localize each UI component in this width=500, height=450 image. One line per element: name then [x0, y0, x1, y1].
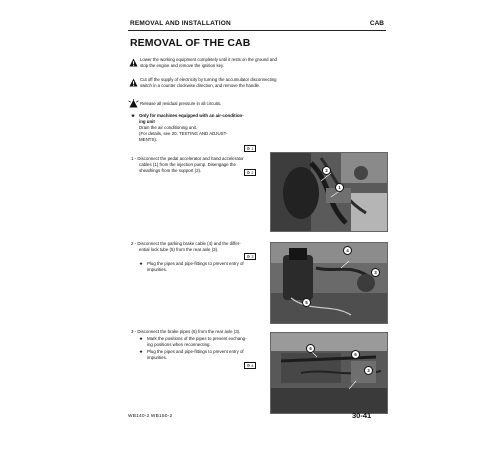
note-star: ★: [131, 113, 135, 118]
callout-3: 3: [364, 366, 373, 375]
step-1-line-3: sheathings from the support (2).: [139, 168, 202, 173]
step-3-star-2: ★: [139, 349, 143, 354]
note-line-1: Only for machines equipped with an air-condition-: [139, 113, 244, 118]
footer-model: WB140-2 WB150-2: [128, 414, 173, 419]
warning-triangle-icon: [129, 58, 138, 67]
step-2-star: ★: [139, 261, 143, 266]
photo-parking-brake: [270, 242, 388, 324]
header-label: CAB: [369, 20, 384, 27]
header-rule: [128, 30, 386, 31]
callout-5: 5: [302, 298, 311, 307]
pressure-release-icon: [128, 99, 139, 108]
callout-6: 6: [351, 350, 360, 359]
step-3-line-1: 3 - Disconnect the brake pipes (6) from the rear axle (3).: [131, 329, 241, 334]
callout-1: 1: [335, 183, 344, 192]
page-title: REMOVAL OF THE CAB: [130, 37, 251, 49]
warning-triangle-icon: [129, 78, 138, 87]
reference-icon: ⚙: [246, 254, 251, 259]
photo-injection-pump: [270, 152, 388, 232]
callout-4: 4: [343, 246, 352, 255]
callout-6: 6: [306, 344, 315, 353]
step-2-bullet-line-2: impurities.: [147, 267, 168, 272]
note-line-4: (For details, see 20. TESTING AND ADJUST-: [139, 131, 228, 136]
reference-icon: ⚙: [246, 363, 251, 368]
callout-2: 2: [322, 166, 331, 175]
step-3-bullet-2-line-2: impurities.: [147, 355, 168, 360]
note-line-5: MENTS).: [139, 137, 158, 142]
reference-icon: ⚙: [246, 170, 251, 175]
step-1-line-1: 1 - Disconnect the pedal accelerator and hand accelerator: [131, 156, 244, 161]
step-3-bullet-1-line-2: ing positions when reconnecting.: [147, 342, 211, 347]
step-3-star-1: ★: [139, 336, 143, 341]
note-line-3: Drain the air conditioning unit.: [139, 125, 198, 130]
reference-box-4: ⚙ 4: [244, 362, 256, 369]
reference-icon: ⚙: [246, 146, 251, 151]
step-2-line-2: ential lock tube (5) from the rear axle (3).: [139, 247, 219, 252]
step-2-bullet-line-1: Plug the pipes and pipe-fittings to prevent entry of: [147, 261, 244, 266]
callout-3: 3: [371, 268, 380, 277]
warning-text-2: Cut off the supply of electricity by turning the accumulator disconnecting switch in a counter clockwise direction, and remove the handle.: [140, 77, 277, 88]
note-line-2: ing unit: [139, 119, 155, 124]
header-section: REMOVAL AND INSTALLATION: [130, 20, 231, 27]
step-1-line-2: cables (1) from the injection pump. Disengage the: [139, 162, 236, 167]
reference-box-3: ⚙ 3: [244, 253, 256, 260]
warning-text-1: Lower the working equipment completely until it rests on the ground and stop the engine and remove the ignition key.: [140, 57, 277, 68]
warning-text-3: Release all residual pressure in all circuits.: [140, 101, 222, 106]
step-3-bullet-2-line-1: Plug the pipes and pipe-fittings to prevent entry of: [147, 349, 244, 354]
page-number: 30-41: [352, 411, 372, 420]
reference-box-1: ⚙ 1: [244, 145, 256, 152]
step-2-line-1: 2 - Disconnect the parking brake cable (4) and the differ-: [131, 241, 241, 246]
reference-box-2: ⚙ 2: [244, 169, 256, 176]
step-3-bullet-1-line-1: Mark the positions of the pipes to prevent exchang-: [147, 336, 247, 341]
